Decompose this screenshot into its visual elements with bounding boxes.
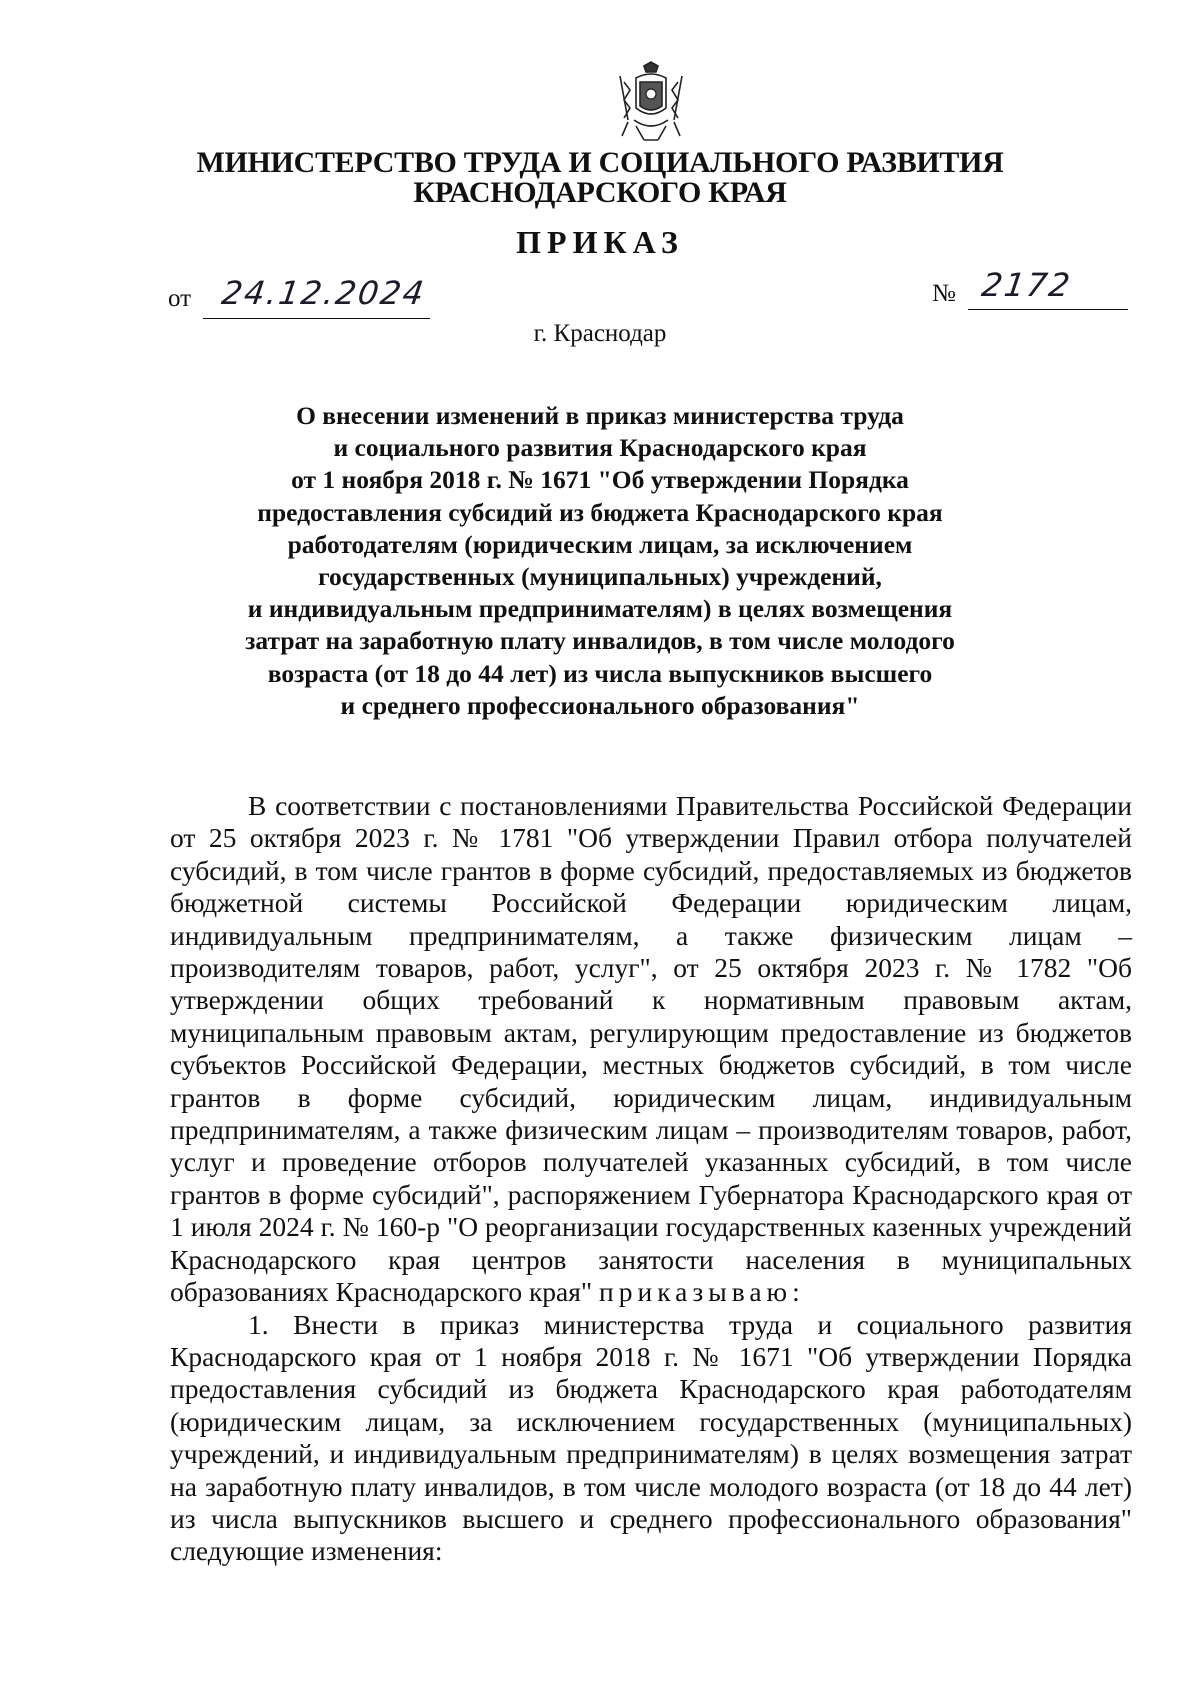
date-underline	[203, 318, 430, 319]
document-body	[170, 790, 1132, 1568]
ministry-name-line1: МИНИСТЕРСТВО ТРУДА И СОЦИАЛЬНОГО РАЗВИТИЯ	[196, 146, 1004, 179]
heading-line: работодателям (юридическим лицам, за исключением	[287, 529, 913, 559]
date-label: от	[168, 285, 192, 312]
city: г. Краснодар	[533, 320, 667, 347]
item-1-paragraph: 1. Внести в приказ министерства труда и социального развития Краснодарского края от 1 ноября 2018 г. № 1671 "Об утверждении Порядка предоставления субсидий из бюджета Краснодарского края работодателям (юридическим лицам, за исключением государственных (муниципальных) учреждений, и индивидуальным предпринимателям) в целях возмещения затрат на заработную плату инвалидов, в том числе молодого возраста (от 18 до 44 лет) из числа выпускников высшего и среднего профессионального образования" следующие изменения:	[170, 1308, 1132, 1567]
heading-line: О внесении изменений в приказ министерства труда	[296, 401, 904, 430]
preamble-text: В соответствии с постановлениями Правительства Российской Федерации от 25 октября 2023 г. № 1781 "Об утверждении Правил отбора получателей субсидий, в том числе грантов в форме субсидий, предоставляемых из бюджетов бюджетной системы Российской Федерации юридическим лицам, индивидуальным предпринимателям, а также физическим лицам – производителям товаров, работ, услуг", от 25 октября 2023 г. № 1782 "Об утверждении общих требований к нормативным правовым актам, муниципальным правовым актам, регулирующим предоставление из бюджетов субъектов Российской Федерации, местных бюджетов субсидий, в том числе грантов в форме субсидий, юридическим лицам, индивидуальным предпринимателям, а также физическим лицам – производителям товаров, работ, услуг и проведение отборов получателей указанных субсидий, в том числе грантов в форме субсидий", распоряжением Губернатора Краснодарского края от 1 июля 2024 г. № 160-р "О реорганизации государственных казенных учреждений Краснодарского края центров занятости населения в муниципальных образованиях Краснодарского края"	[170, 790, 1132, 1308]
order-number: 2172	[979, 266, 1075, 304]
heading-line: затрат на заработную плату инвалидов, в том числе молодого	[245, 626, 955, 656]
coat-of-arms-icon	[614, 60, 688, 148]
order-word: приказываю:	[599, 1276, 805, 1308]
heading-line: возраста (от 18 до 44 лет) из числа выпускников высшего	[267, 658, 933, 688]
heading-line: и индивидуальным предпринимателям) в целях возмещения	[247, 594, 953, 624]
heading-line: государственных (муниципальных) учреждений,	[318, 562, 882, 592]
order-date: 24.12.2024	[219, 274, 428, 312]
number-underline	[968, 309, 1128, 310]
ministry-name-line2: КРАСНОДАРСКОГО КРАЯ	[413, 176, 787, 209]
number-label: №	[932, 280, 956, 307]
heading-line: от 1 ноября 2018 г. № 1671 "Об утверждении Порядка	[291, 465, 909, 495]
heading-line: предоставления субсидий из бюджета Краснодарского края	[257, 497, 943, 527]
document-heading	[220, 400, 980, 722]
preamble-paragraph	[170, 790, 1132, 1309]
document-type: ПРИКАЗ	[516, 224, 684, 260]
heading-line: и социального развития Краснодарского края	[333, 433, 867, 463]
heading-line: и среднего профессионального образования"	[340, 690, 860, 720]
